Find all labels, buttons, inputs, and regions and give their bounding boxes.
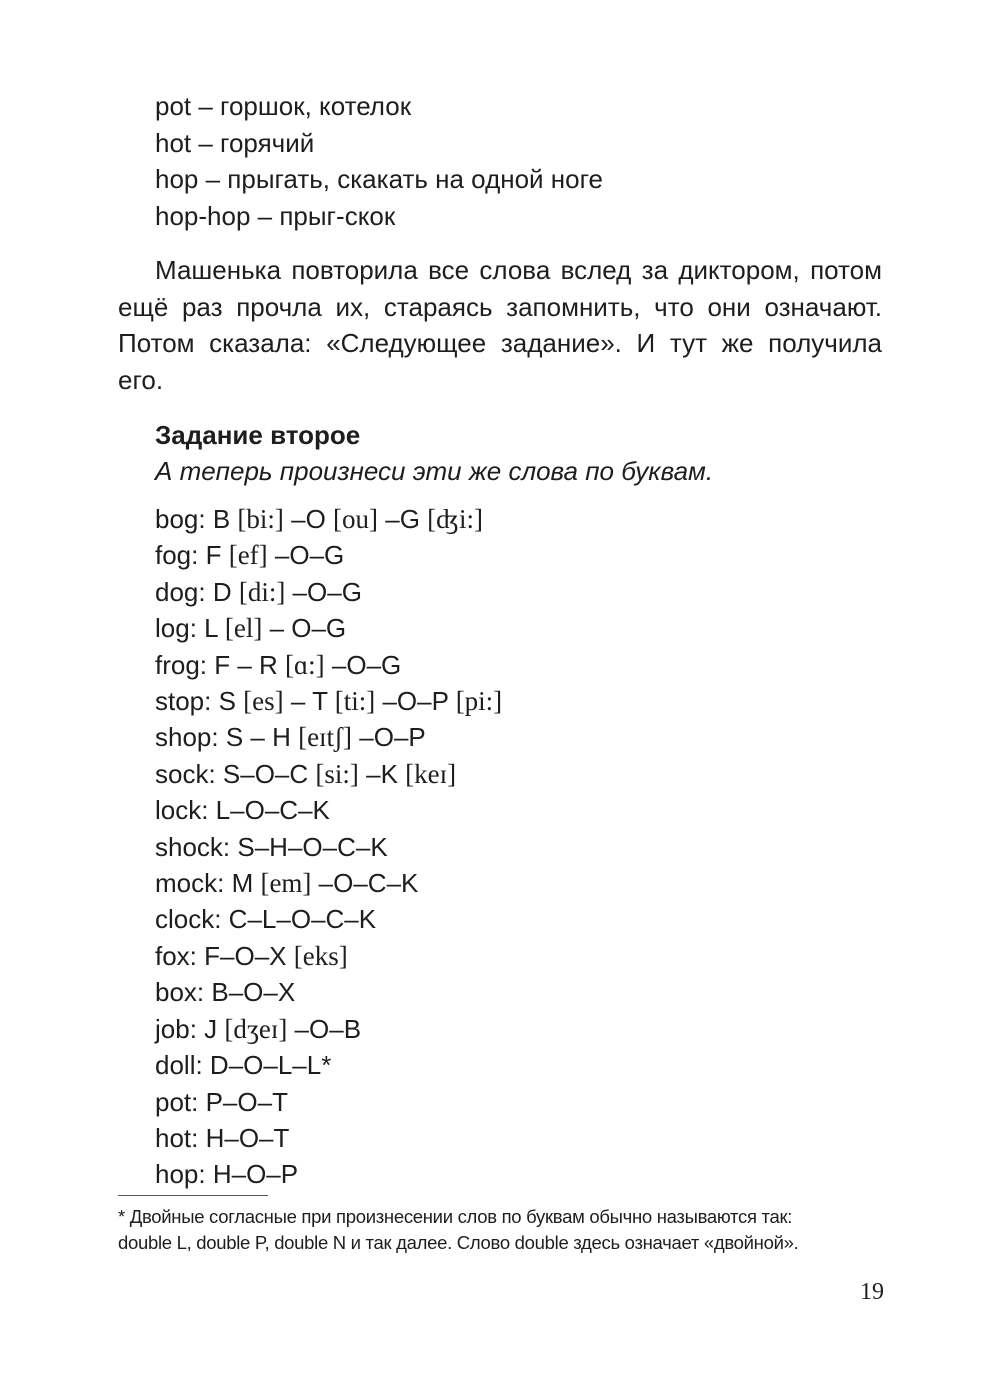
story-paragraph: Машенька повторила все слова вслед за диктором, потом ещё раз прочла их, стараясь запомнить, что они означают. Потом сказала: «Следующее задание». И тут же получила его. [118,255,882,395]
spelling-item [155,610,502,646]
spelling-text: frog: F – R [155,649,286,680]
spelling-item [155,1084,502,1120]
spelling-item [155,901,502,937]
spelling-text: shock: S–H–O–C–K [155,831,388,862]
spelling-text: –O–P [352,722,426,753]
spelling-text: doll: D–O–L–L* [155,1050,332,1081]
spelling-item [155,1120,502,1156]
spelling-text: –O–G [285,576,362,607]
spelling-item [155,829,502,865]
spelling-item [155,574,502,610]
spelling-text: –O–B [287,1013,362,1044]
spelling-text: lock: L–O–C–K [155,795,330,826]
spelling-item [155,501,502,537]
spelling-item [155,683,502,719]
footnote-line: double L, double P, double N и так далее. Слово double здесь означает «двойной». [118,1232,799,1253]
spelling-text: –O–P [375,686,456,717]
spelling-text: bog: B [155,504,238,534]
transcription: [dʒeɪ] [224,1013,288,1044]
vocabulary-item: pot – горшок, котелок [155,91,412,121]
transcription: [ʤi:] [427,504,483,534]
vocabulary-item: hop-hop – прыг-скок [155,200,396,231]
transcription: [ɑ:] [285,649,325,680]
transcription: [es] [243,686,284,717]
transcription: [bi:] [237,504,284,534]
transcription: [keɪ] [405,758,457,789]
spelling-text: shop: S – H [155,722,299,753]
transcription: [em] [260,868,312,899]
footnote [118,1204,893,1256]
footnote-line: * Двойные согласные при произнесении слов по буквам обычно называются так: [118,1206,793,1227]
vocabulary-item: hot – горячий [155,127,315,158]
transcription: [di:] [238,576,286,607]
transcription: [el] [224,613,263,644]
spelling-text: –O [283,504,334,534]
transcription: [si:] [315,758,359,789]
spelling-text: –O–C–K [311,868,419,899]
page-number: 19 [860,1279,884,1305]
task-instruction: А теперь произнеси эти же слова по буквам. [155,456,714,486]
spelling-text: clock: C–L–O–C–K [155,904,377,935]
spelling-text: dog: D [155,576,239,607]
spelling-text: –O–G [267,540,345,571]
transcription: [pi:] [455,686,503,717]
spelling-item [155,647,502,683]
spelling-item [155,719,502,755]
footnote-divider [118,1195,268,1196]
spelling-text: hop: H–O–P [155,1159,299,1190]
spelling-text: pot: P–O–T [155,1086,288,1117]
spelling-text: stop: S [155,686,244,717]
vocabulary-list [155,88,603,234]
spelling-text: –O–G [324,649,402,680]
spelling-text: –K [358,758,406,789]
spelling-item [155,1156,502,1192]
spelling-list [155,501,502,1193]
spelling-item [155,1047,502,1083]
spelling-text: –G [378,504,428,534]
transcription: [ti:] [334,686,376,717]
spelling-text: fox: F–O–X [155,940,294,971]
transcription: [ef] [228,540,268,571]
transcription: [eks] [293,940,348,971]
spelling-text: – O–G [262,613,347,644]
spelling-text: fog: F [155,540,229,571]
spelling-text: log: L [155,613,225,644]
spelling-item [155,865,502,901]
spelling-item [155,756,502,792]
spelling-item [155,792,502,828]
spelling-text: – T [283,686,335,717]
spelling-item [155,537,502,573]
transcription: [ou] [333,504,379,534]
task-title: Задание второе [155,420,361,450]
spelling-text: mock: M [155,868,261,899]
spelling-text: hot: H–O–T [155,1122,290,1153]
spelling-text: sock: S–O–C [155,758,316,789]
spelling-item [155,938,502,974]
vocabulary-item: hop – прыгать, скакать на одной ноге [155,164,603,194]
spelling-text: box: B–O–X [155,977,296,1008]
spelling-item [155,974,502,1010]
spelling-text: job: J [155,1013,225,1044]
transcription: [eɪtʃ] [298,722,353,753]
spelling-item [155,1011,502,1047]
